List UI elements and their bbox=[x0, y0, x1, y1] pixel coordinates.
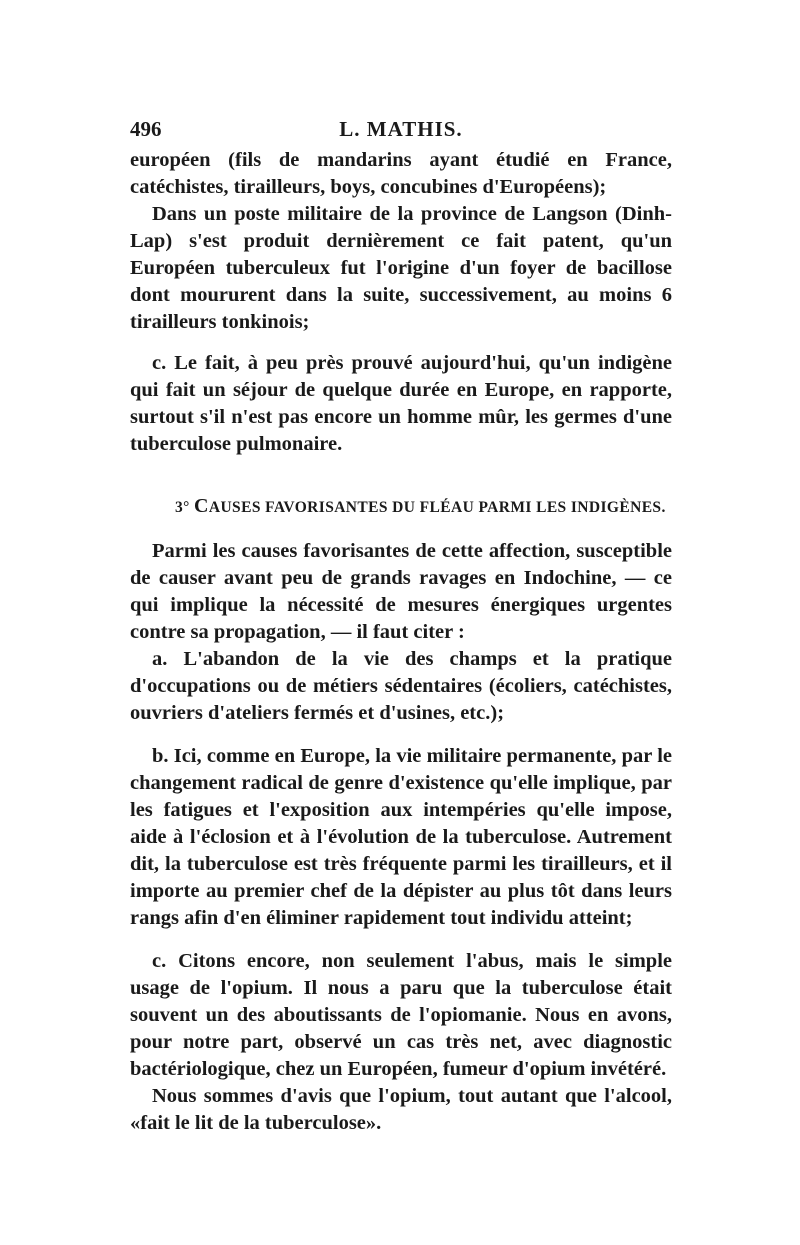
paragraph-item-c-opium: c. Citons encore, non seulement l'abus, mais le simple usage de l'opium. Il nous a paru que la tuberculose était souvent un des aboutissants de l'opiomanie. Nous en avons, pour notre part, observé un cas très net, avec diagnostic bactériologique, chez un Européen, fumeur d'opium invétéré. bbox=[130, 950, 672, 1080]
section-heading bbox=[130, 496, 672, 518]
page-number: 496 bbox=[130, 117, 162, 141]
paragraph-item-b: b. Ici, comme en Europe, la vie militaire permanente, par le changement radical de genre d'existence qu'elle implique, par les fatigues et l'exposition aux intempéries qu'elle impose, aide à l'éclosion et à l'évolution de la tuberculose. Autrement dit, la tuberculose est très fréquente parmi les tirailleurs, et il importe au premier chef de la dépister au plus tôt dans leurs rangs afin d'en éliminer rapidement tout individu atteint; bbox=[130, 745, 672, 929]
paragraph-conclusion: Nous sommes d'avis que l'opium, tout autant que l'alcool, «fait le lit de la tuberculose». bbox=[130, 1085, 672, 1134]
paragraph-item-c-europe: c. Le fait, à peu près prouvé aujourd'hui, qu'un indigène qui fait un séjour de quelque durée en Europe, en rapporte, surtout s'il n'est pas encore un homme mûr, les germes d'une tuberculose pulmonaire. bbox=[130, 352, 672, 455]
paragraph-langson: Dans un poste militaire de la province de Langson (Dinh-Lap) s'est produit dernièrement ce fait patent, qu'un Européen tuberculeux fut l'origine d'un foyer de bacillose dont moururent dans la suite, successivement, au moins 6 tirailleurs tonkinois; bbox=[130, 203, 672, 333]
running-title: L. MATHIS. bbox=[339, 117, 463, 141]
paragraph-continued: européen (fils de mandarins ayant étudié en France, catéchistes, tirailleurs, boys, concubines d'Européens); bbox=[130, 149, 672, 198]
section-title-initial: C bbox=[194, 495, 209, 517]
section-title: AUSES FAVORISANTES DU FLÉAU PARMI LES INDIGÈNES. bbox=[208, 499, 666, 516]
page-body bbox=[130, 147, 672, 1137]
paragraph-item-a: a. L'abandon de la vie des champs et la pratique d'occupations ou de métiers sédentaires (écoliers, catéchistes, ouvriers d'ateliers fermés et d'usines, etc.); bbox=[130, 648, 672, 724]
paragraph-causes-intro: Parmi les causes favorisantes de cette affection, susceptible de causer avant peu de grands ravages en Indochine, — ce qui implique la nécessité de mesures énergiques urgentes contre sa propagation, — il faut citer : bbox=[130, 540, 672, 643]
section-number: 3° bbox=[175, 499, 190, 516]
